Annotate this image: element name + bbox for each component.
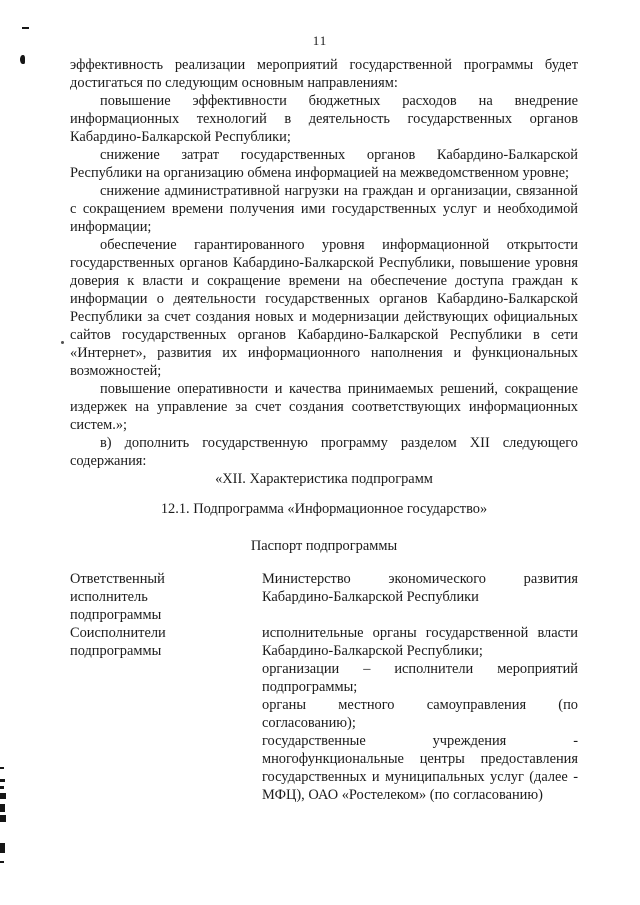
scan-artifact-edge (0, 815, 6, 822)
row-value (262, 624, 578, 804)
row-value (262, 570, 578, 606)
scan-artifact-edge (0, 843, 5, 853)
scan-artifact-edge (0, 793, 6, 799)
scan-artifact-dash (22, 27, 29, 29)
body-text (70, 56, 578, 804)
scan-artifact-edge (0, 767, 4, 769)
paragraph: снижение затрат государственных органов Кабардино-Балкарской Республики на организацию обмена информацией на межведомственном уровне; (70, 147, 578, 181)
paragraph: снижение административной нагрузки на граждан и организации, связанной с сокращением времени получения ими государственных услуг и необходимой информации; (70, 183, 578, 235)
paragraph: повышение оперативности и качества принимаемых решений, сокращение издержек на управление за счет создания соответствующих информационных систем.»; (70, 381, 578, 433)
paragraph: повышение эффективности бюджетных расходов на внедрение информационных технологий в деятельность государственных органов Кабардино-Балкарской Республики; (70, 93, 578, 145)
row-label: Соисполнители подпрограммы (70, 625, 166, 659)
scan-artifact-mark (20, 55, 25, 64)
passport-table (70, 570, 578, 804)
value-item: государственные учреждения - многофункциональные центры предоставления государственных и муниципальных услуг (далее - МФЦ), ОАО «Ростелеком» (по согласованию) (262, 733, 578, 803)
scan-artifact-edge (0, 804, 5, 812)
passport-title: Паспорт подпрограммы (250, 538, 398, 554)
value-item: органы местного самоуправления (по согласованию); (262, 697, 578, 731)
section-heading: «XII. Характеристика подпрограмм (215, 471, 433, 487)
row-label: Ответственный исполнитель подпрограммы (70, 571, 165, 623)
passport-row-responsible-executor (70, 570, 578, 624)
value-item: исполнительные органы государственной власти Кабардино-Балкарской Республики; (262, 625, 578, 659)
scan-artifact-edge (0, 779, 5, 782)
value-item: Министерство экономического развития Кабардино-Балкарской Республики (262, 571, 578, 605)
subsection-heading: 12.1. Подпрограмма «Информационное государство» (160, 501, 488, 517)
paragraph: эффективность реализации мероприятий государственной программы будет достигаться по следующим основным направлениям: (70, 57, 578, 91)
passport-row-co-executors (70, 624, 578, 804)
paragraph: в) дополнить государственную программу разделом XII следующего содержания: (70, 435, 578, 469)
paragraph: обеспечение гарантированного уровня информационной открытости государственных органов Кабардино-Балкарской Республики, повышение уровня доверия к власти и сокращение времени на обеспечение доступа граждан к информации о деятельности государственных органов Кабардино-Балкарской Республики за счет создания новых и модернизации действующих официальных сайтов государственных органов Кабардино-Балкарской Республики в сети «Интернет», развития их информационного наполнения и функциональных возможностей; (70, 237, 578, 379)
value-item: организации – исполнители мероприятий подпрограммы; (262, 661, 578, 695)
page-number: 11 (312, 33, 328, 48)
scan-artifact-dot (61, 341, 64, 344)
scan-artifact-edge (0, 861, 4, 863)
scan-artifact-edge (0, 786, 4, 789)
